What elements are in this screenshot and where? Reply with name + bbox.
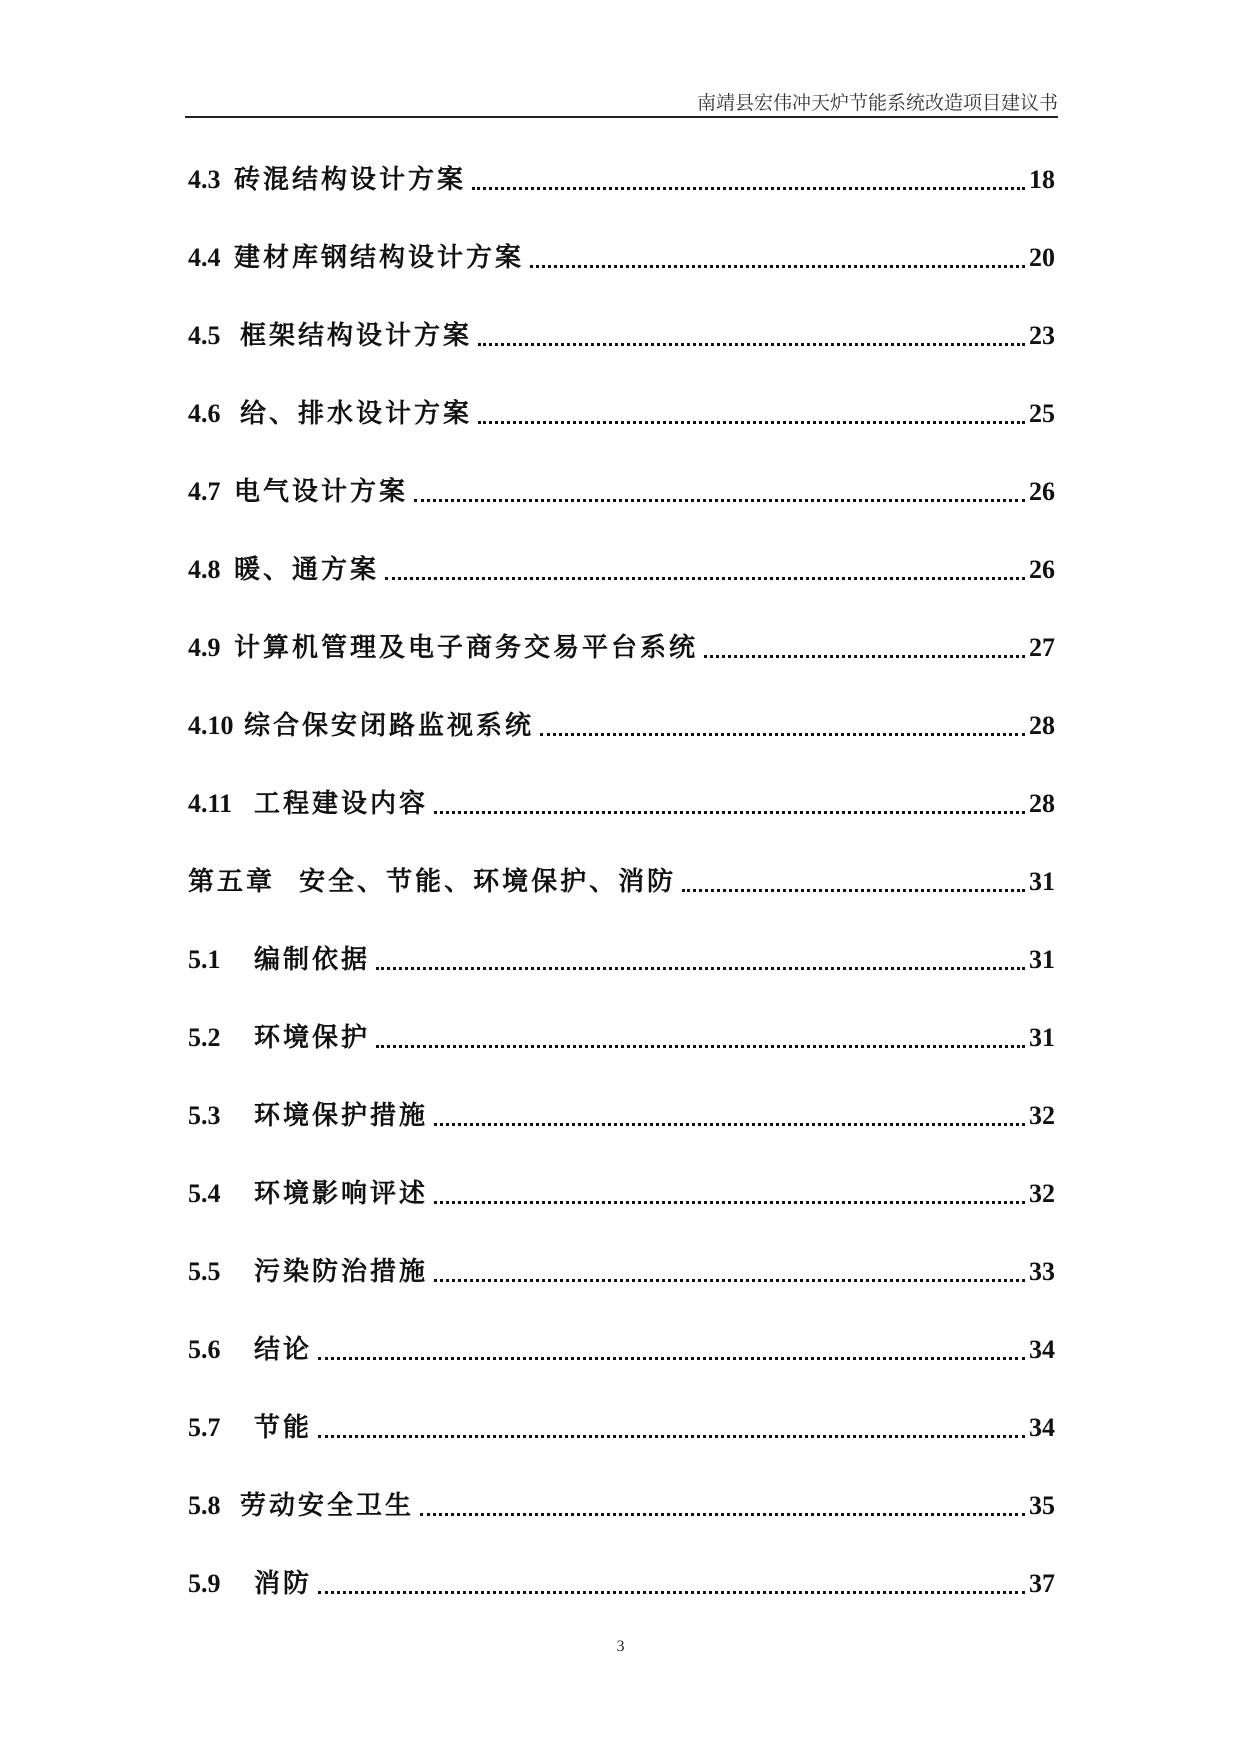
toc-entry[interactable] (188, 784, 1055, 824)
toc-entry-page: 20 (1029, 243, 1055, 272)
page-header (185, 84, 1058, 118)
toc-dot-leader (318, 1357, 1025, 1360)
page-number: 3 (616, 1638, 625, 1655)
toc-entry[interactable] (188, 1408, 1055, 1448)
toc-entry[interactable] (188, 940, 1055, 980)
toc-entry[interactable] (188, 628, 1055, 668)
toc-entry-title: 环境保护 (254, 1023, 371, 1053)
toc-entry-title: 给、排水设计方案 (240, 399, 473, 429)
toc-entry-number: 4.11 (188, 789, 233, 818)
toc-entry-title: 节能 (254, 1413, 313, 1443)
toc-entry-number: 5.7 (188, 1413, 221, 1442)
toc-entry-number: 4.3 (188, 165, 221, 194)
toc-entry-title: 建材库钢结构设计方案 (234, 243, 525, 273)
toc-entry-page: 25 (1029, 399, 1055, 428)
toc-entry-title: 结论 (254, 1335, 313, 1365)
toc-dot-leader (318, 1591, 1025, 1594)
toc-dot-leader (704, 655, 1025, 658)
toc-entry[interactable] (188, 316, 1055, 356)
toc-entry-number: 4.7 (188, 477, 221, 506)
toc-entry-page: 28 (1029, 789, 1055, 818)
toc-entry-number: 4.6 (188, 399, 221, 428)
toc-entry-page: 27 (1029, 633, 1055, 662)
toc-entry[interactable] (188, 238, 1055, 278)
toc-entry[interactable] (188, 472, 1055, 512)
toc-entry-page: 32 (1029, 1101, 1055, 1130)
toc-dot-leader (530, 265, 1025, 268)
toc-entry-number: 4.5 (188, 321, 221, 350)
toc-entry-page: 34 (1029, 1413, 1055, 1442)
toc-dot-leader (414, 499, 1025, 502)
toc-entry-page: 37 (1029, 1569, 1055, 1598)
toc-dot-leader (478, 421, 1025, 424)
toc-entry-page: 34 (1029, 1335, 1055, 1364)
toc-dot-leader (434, 1279, 1025, 1282)
toc-entry-number: 5.6 (188, 1335, 221, 1364)
toc-entry[interactable] (188, 1486, 1055, 1526)
toc-entry-title: 劳动安全卫生 (240, 1491, 415, 1521)
toc-entry-page: 35 (1029, 1491, 1055, 1520)
toc-dot-leader (376, 967, 1025, 970)
toc-entry-title: 污染防治措施 (254, 1257, 429, 1287)
toc-entry-page: 18 (1029, 165, 1055, 194)
toc-entry[interactable] (188, 1330, 1055, 1370)
toc-entry-title: 计算机管理及电子商务交易平台系统 (234, 633, 699, 663)
toc-entry-page: 23 (1029, 321, 1055, 350)
toc-entry-page: 33 (1029, 1257, 1055, 1286)
toc-dot-leader (472, 187, 1025, 190)
toc-entry-number: 5.8 (188, 1491, 221, 1520)
toc-entry-number: 5.9 (188, 1569, 221, 1598)
toc-dot-leader (434, 1123, 1025, 1126)
toc-dot-leader (540, 733, 1025, 736)
toc-entry[interactable] (188, 394, 1055, 434)
toc-entry[interactable] (188, 1252, 1055, 1292)
toc-entry-title: 编制依据 (254, 945, 371, 975)
toc-entry-number: 5.1 (188, 945, 221, 974)
toc-entry-page: 31 (1029, 1023, 1055, 1052)
toc-entry-number: 4.9 (188, 633, 221, 662)
toc-entry-title: 第五章 安全、节能、环境保护、消防 (188, 867, 677, 897)
toc-entry[interactable] (188, 1018, 1055, 1058)
toc-entry-page: 28 (1029, 711, 1055, 740)
toc-dot-leader (376, 1045, 1025, 1048)
toc-entry-title: 环境影响评述 (254, 1179, 429, 1209)
toc-dot-leader (318, 1435, 1025, 1438)
toc-entry-number: 4.10 (188, 711, 234, 740)
toc-entry-number: 4.8 (188, 555, 221, 584)
toc-chapter-entry[interactable] (188, 862, 1055, 902)
toc-entry-title: 综合保安闭路监视系统 (244, 711, 535, 741)
toc-entry-page: 32 (1029, 1179, 1055, 1208)
toc-entry[interactable] (188, 1174, 1055, 1214)
toc-entry-title: 暖、通方案 (234, 555, 380, 585)
toc-dot-leader (478, 343, 1025, 346)
toc-entry-title: 砖混结构设计方案 (234, 165, 467, 195)
toc-entry-title: 电气设计方案 (234, 477, 409, 507)
toc-entry-title: 消防 (254, 1569, 313, 1599)
toc-entry-number: 5.3 (188, 1101, 221, 1130)
toc-entry-number: 4.4 (188, 243, 221, 272)
toc-entry[interactable] (188, 160, 1055, 200)
toc-entry-page: 31 (1029, 867, 1055, 896)
toc-entry-page: 26 (1029, 555, 1055, 584)
toc-entry-number: 5.2 (188, 1023, 221, 1052)
toc-entry[interactable] (188, 1096, 1055, 1136)
toc-entry-title: 框架结构设计方案 (240, 321, 473, 351)
toc-dot-leader (434, 811, 1025, 814)
toc-dot-leader (420, 1513, 1025, 1516)
toc-dot-leader (385, 577, 1025, 580)
toc-entry-title: 工程建设内容 (254, 789, 429, 819)
toc-entry[interactable] (188, 1564, 1055, 1604)
toc-entry-page: 31 (1029, 945, 1055, 974)
toc-entry[interactable] (188, 550, 1055, 590)
toc-dot-leader (682, 889, 1025, 892)
toc-entry-title: 环境保护措施 (254, 1101, 429, 1131)
toc-entry-number: 5.5 (188, 1257, 221, 1286)
toc-entry[interactable] (188, 706, 1055, 746)
toc-dot-leader (434, 1201, 1025, 1204)
document-title: 南靖县宏伟冲天炉节能系统改造项目建议书 (696, 92, 1058, 114)
toc-entry-number: 5.4 (188, 1179, 221, 1208)
toc-entry-page: 26 (1029, 477, 1055, 506)
